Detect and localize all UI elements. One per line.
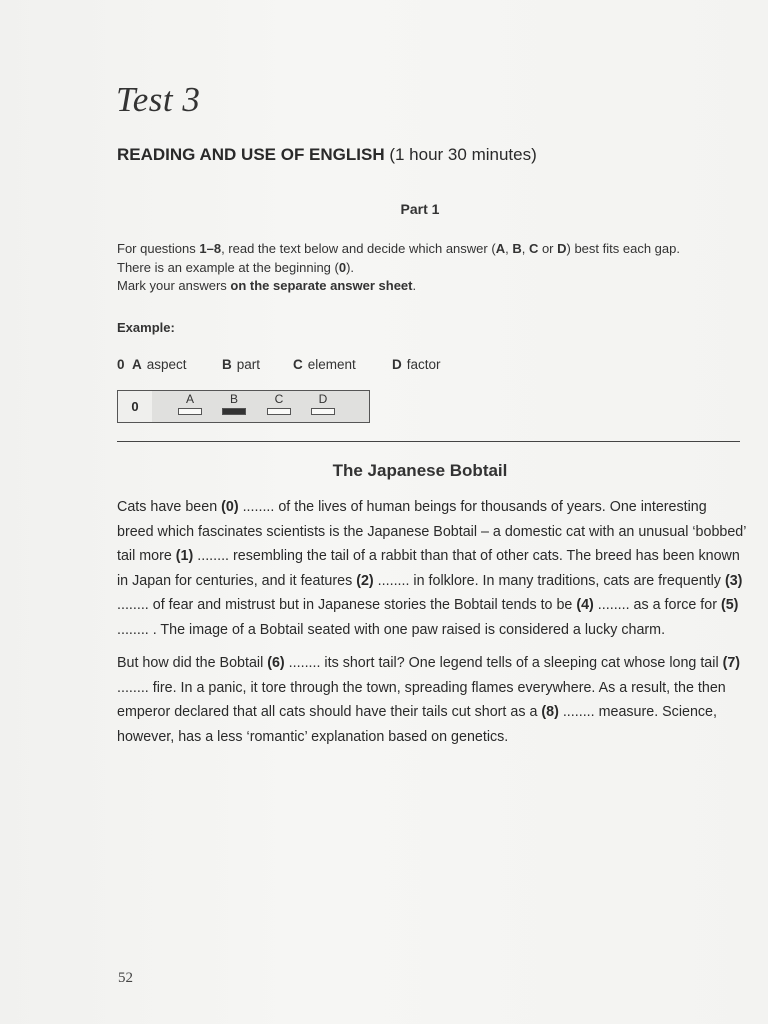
answer-box-options — [152, 391, 369, 422]
passage-title: The Japanese Bobtail — [332, 461, 508, 480]
section-title — [117, 145, 537, 165]
part-title: Part 1 — [400, 201, 440, 217]
instruction-line-2: There is an example at the beginning (0). — [117, 259, 355, 275]
answer-cell-d[interactable]: D — [310, 393, 336, 415]
passage-text — [117, 495, 746, 758]
answer-cell-b[interactable]: B — [221, 393, 247, 415]
instructions — [117, 240, 757, 296]
example-question-number: 0 — [117, 357, 125, 372]
instruction-line-1: For questions 1–8, read the text below and decide which answer (A, B, C or D) best fits each gap. — [117, 241, 680, 256]
section-name: READING AND USE OF ENGLISH — [117, 145, 385, 164]
answer-cell-a[interactable]: A — [177, 393, 203, 415]
answer-bubble-b[interactable] — [222, 408, 246, 415]
passage-paragraph-2: But how did the Bobtail (6) ........ its short tail? One legend tells of a sleeping cat whose long tail (7) ........ fire. In a panic, it tore through the town, spreading flames everywhere. As a result, the then emperor declared that all cats should have their tails cut short as a (8) ........ measure. Science, however, has a less ‘romantic’ explanation based on genetics. — [117, 655, 741, 745]
example-option-b: B part — [222, 357, 261, 372]
page-number: 52 — [118, 970, 133, 986]
answer-bubble-a[interactable] — [178, 408, 202, 415]
section-duration: (1 hour 30 minutes) — [389, 145, 537, 164]
passage-paragraph-1: Cats have been (0) ........ of the lives of human beings for thousands of years. One interesting breed which fascinates scientists is the Japanese Bobtail – a domestic cat with an unusual ‘bobbed’ tail more (1) ........ resembling the tail of a rabbit than that of other cats. The breed has been known in Japan for centuries, and it features (2) ........ in folklore. In many traditions, cats are frequently (3) ........ of fear and mistrust but in Japanese stories the Bobtail tends to be (4) ........ as a force for (5) ........ . The image of a Bobtail seated with one paw raised is considered a lucky charm. — [117, 499, 746, 638]
example-label: Example: — [117, 320, 175, 335]
answer-cell-c[interactable]: C — [266, 393, 292, 415]
example-option-a: A aspect — [132, 357, 187, 372]
example-option-d: D factor — [392, 357, 441, 372]
instruction-line-3: Mark your answers on the separate answer sheet. — [117, 278, 417, 293]
answer-bubble-c[interactable] — [267, 408, 291, 415]
section-divider — [117, 441, 740, 442]
example-answer-box — [117, 390, 370, 423]
answer-bubble-d[interactable] — [311, 408, 335, 415]
test-title: Test 3 — [116, 80, 201, 119]
example-option-c: C element — [293, 357, 356, 372]
answer-box-number: 0 — [118, 391, 153, 422]
